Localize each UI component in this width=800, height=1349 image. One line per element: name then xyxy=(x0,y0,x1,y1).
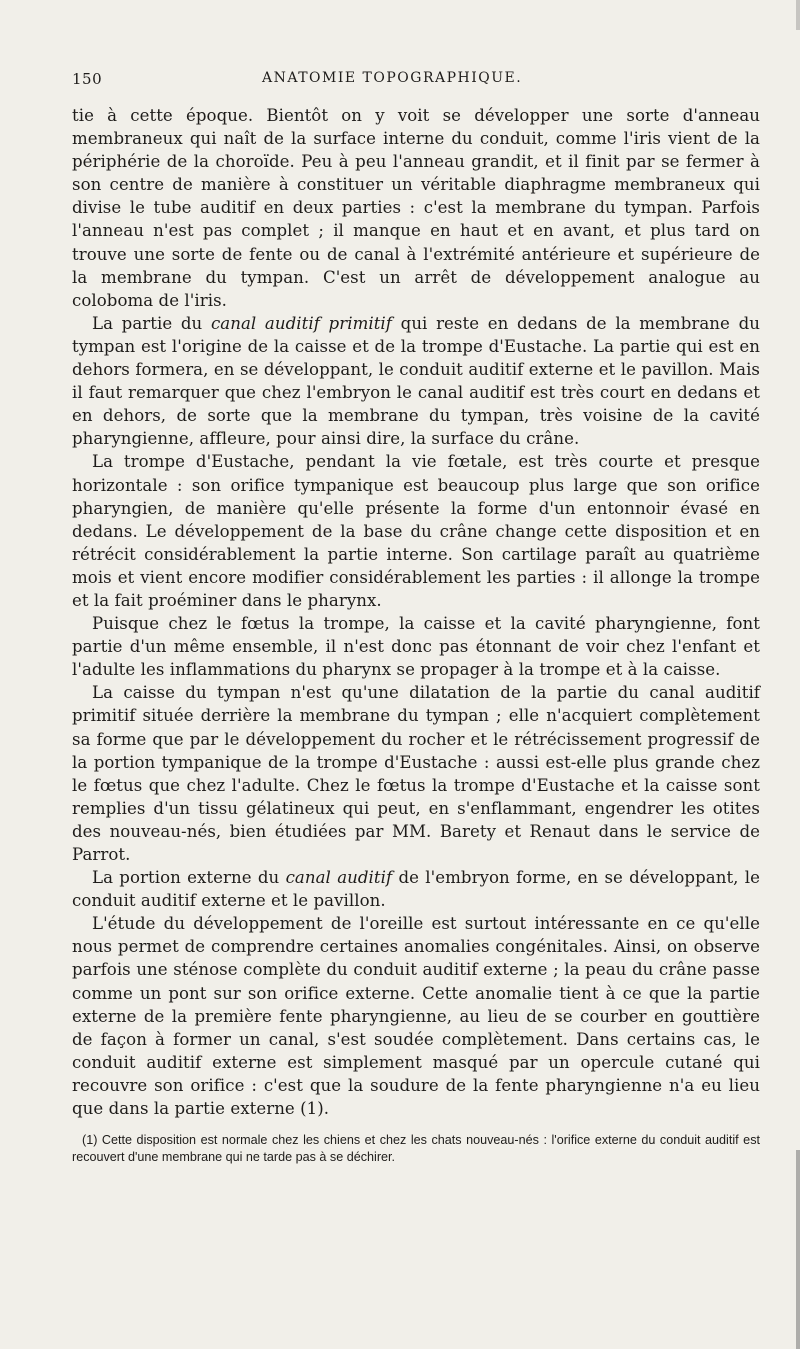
paragraph: Puisque chez le fœtus la trompe, la caisse et la cavité pharyngienne, font partie d'un même ensemble, il n'est donc pas étonnant de voir chez l'enfant et l'adulte les inflammations du pharynx se propager à la trompe et à la caisse. xyxy=(72,614,760,680)
book-page xyxy=(72,68,760,1166)
body-text xyxy=(72,104,760,1120)
paragraph-text: qui reste en dedans de la membrane du tympan est l'origine de la caisse et de la trompe d'Eustache. La partie qui est en dehors formera, en se développant, le conduit auditif externe et le pavillon. Mais il faut remarquer que chez l'embryon le canal auditif est très court en dedans et en dehors, de sorte que la membrane du tympan, très voisine de la cavité pharyngienne, affleure, pour ainsi dire, la surface du crâne. xyxy=(72,313,760,449)
page-edge-mark xyxy=(796,1150,800,1349)
paragraph xyxy=(72,312,760,451)
page-number: 150 xyxy=(72,70,103,88)
footnote: (1) Cette disposition est normale chez les chiens et chez les chats nouveau-nés : l'orifice externe du conduit auditif est recouvert d'une membrane qui ne tarde pas à se déchirer. xyxy=(72,1133,760,1165)
running-title: ANATOMIE TOPOGRAPHIQUE. xyxy=(262,70,523,86)
running-header xyxy=(72,68,760,98)
italic-term: canal auditif primitif xyxy=(210,313,392,333)
paragraph-text: La partie du xyxy=(92,313,211,333)
paragraph: L'étude du développement de l'oreille est surtout intéressante en ce qu'elle nous permet de comprendre certaines anomalies congénitales. Ainsi, on observe parfois une sténose complète du conduit auditif externe ; la peau du crâne passe comme un pont sur son orifice externe. Cette anomalie tient à ce que la partie externe de la première fente pharyngienne, au lieu de se courber en gouttière de façon à former un canal, s'est soudée complètement. Dans certains cas, le conduit auditif externe est simplement masqué par un opercule cutané qui recouvre son orifice : c'est que la soudure de la fente pharyngienne n'a eu lieu que dans la partie externe (1). xyxy=(72,914,760,1119)
paragraph: La caisse du tympan n'est qu'une dilatation de la partie du canal auditif primitif située derrière la membrane du tympan ; elle n'acquiert complètement sa forme que par le développement du rocher et le rétrécissement progressif de la portion tympanique de la trompe d'Eustache : aussi est-elle plus grande chez le fœtus que chez l'adulte. Chez le fœtus la trompe d'Eustache et la caisse sont remplies d'un tissu gélatineux qui peut, en s'enflammant, engendrer les otites des nouveau-nés, bien étudiées par MM. Barety et Renaut dans le service de Parrot. xyxy=(72,683,760,864)
paragraph-text: La portion externe du xyxy=(92,868,286,888)
paragraph-text: de l'embryon forme, en se développant, le conduit auditif externe et le pavillon. xyxy=(72,868,761,911)
italic-term: canal auditif xyxy=(285,868,393,888)
page-edge-mark xyxy=(796,0,800,30)
paragraph xyxy=(72,866,760,912)
paragraph: La trompe d'Eustache, pendant la vie fœtale, est très courte et presque horizontale : son orifice tympanique est beaucoup plus large que son orifice pharyngien, de manière qu'elle présente la forme d'un entonnoir évasé en dedans. Le développement de la base du crâne change cette disposition et en rétrécit considérablement la partie interne. Son cartilage paraît au quatrième mois et vient encore modifier considérablement les parties : il allonge la trompe et la fait proéminer dans le pharynx. xyxy=(72,452,760,610)
paragraph: tie à cette époque. Bientôt on y voit se développer une sorte d'anneau membraneux qui naît de la surface interne du conduit, comme l'iris vient de la périphérie de la choroïde. Peu à peu l'anneau grandit, et il finit par se fermer à son centre de manière à constituer un véritable diaphragme membraneux qui divise le tube auditif en deux parties : c'est la membrane du tympan. Parfois l'anneau n'est pas complet ; il manque en haut et en avant, et plus tard on trouve une sorte de fente ou de canal à l'extrémité antérieure et supérieure de la membrane du tympan. C'est un arrêt de développement analogue au coloboma de l'iris. xyxy=(72,106,760,310)
